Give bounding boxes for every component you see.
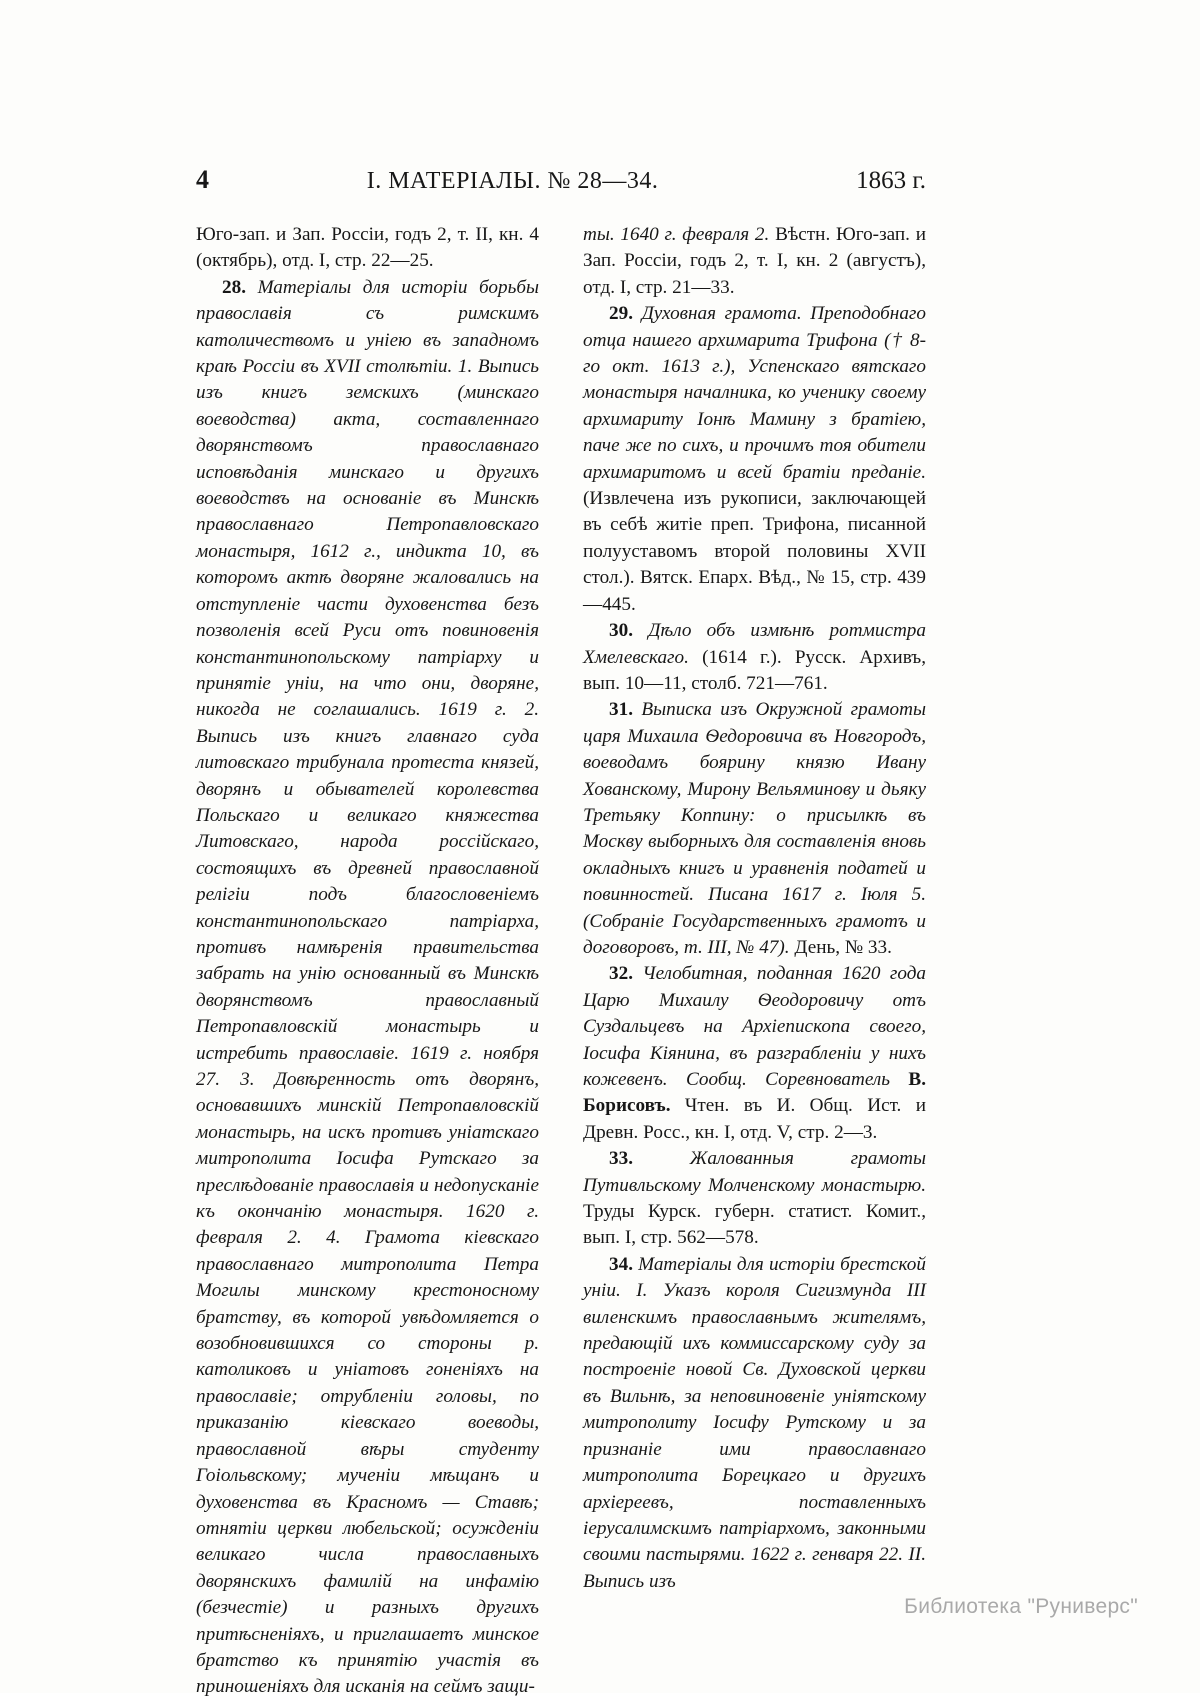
continuation-italic: ты. 1640 г. февраля 2. bbox=[583, 224, 770, 245]
entry-31-number: 31. bbox=[609, 699, 633, 721]
continuation-paragraph-right bbox=[583, 222, 926, 301]
entry-30-title: Дѣло объ измѣнѣ ротмистра Хмелевскаго. bbox=[583, 620, 926, 668]
entry-31-title: Выписка изъ Окружной грамоты царя Михаила Ѳедоровича въ Новгородъ, воеводамъ боярину князю Ивану Хованскому, Мирону Вельяминову и дьяку Третьяку Коппину: о присылкѣ въ Москву выборныхъ для составленія вновь окладныхъ книгъ и уравненія податей и повинностей. Писана 1617 г. Іюля 5. (Собраніе Государственныхъ грамотъ и договоровъ, т. III, № 47). bbox=[583, 699, 926, 958]
entry-29-source: (Извлечена изъ рукописи, заключающей въ себѣ житіе преп. Трифона, писанной полууставомъ второй половины XVII стол.). Вятск. Епарх. Вѣд., № 15, стр. 439—445. bbox=[583, 488, 926, 615]
year-label: 1863 г. bbox=[856, 167, 926, 194]
right-column bbox=[583, 222, 926, 1701]
library-watermark: Библиотека "Руниверс" bbox=[904, 1595, 1138, 1618]
entry-31 bbox=[583, 697, 926, 961]
entry-31-source: День, № 33. bbox=[789, 936, 892, 958]
entry-29-title: Духовная грамота. Преподобнаго отца нашего архимарита Трифона († 8-го окт. 1613 г.), Успенскаго вятскаго монастыря началника, ко ученику своему архимариту Іонѣ Мамину з братіею, паче же по сихъ, и прочимъ тоя обители архимаритомъ и всей братіи преданіе. bbox=[583, 303, 926, 483]
entry-30-number: 30. bbox=[609, 620, 633, 642]
entry-34-number: 34. bbox=[609, 1253, 633, 1275]
entry-30 bbox=[583, 618, 926, 697]
entry-33-source: Труды Курск. губерн. статист. Комит., вып. I, стр. 562—578. bbox=[583, 1201, 926, 1249]
entry-32 bbox=[583, 961, 926, 1146]
entry-32-number: 32. bbox=[609, 963, 633, 985]
entry-28 bbox=[196, 275, 539, 1701]
continuation-paragraph: Юго-зап. и Зап. Россіи, годъ 2, т. II, кн. 4 (октябрь), отд. I, стр. 22—25. bbox=[196, 224, 539, 272]
continuation-rest: Вѣстн. Юго-зап. и Зап. Россіи, годъ 2, т. I, кн. 2 (августъ), отд. I, стр. 21—33. bbox=[583, 224, 926, 298]
entry-28-text: Матеріалы для исторіи борьбы православія съ римскимъ католичествомъ и уніею въ западномъ краѣ Россіи въ XVII столѣтіи. 1. Выпись изъ книгъ земскихъ (минскаго воеводства) акта, составленнаго дворянствомъ православнаго исповѣданія минскаго и другихъ воеводствъ на основаніе въ Минскѣ православнаго Петропавловскаго монастыря, 1612 г., индикта 10, въ которомъ актѣ дворяне жаловались на отступленіе части духовенства безъ позволенія всей Руси отъ повиновенія константинопольскому патріарху и принятіе уніи, на что они, дворяне, никогда не соглашались. 1619 г. 2. Выпись изъ книгъ главнаго суда литовскаго трибунала протеста князей, дворянъ и обывателей королевства Польскаго и великаго княжества Литовскаго, народа россійскаго, состоящихъ въ древней православной релігіи подъ благословеніемъ константинопольскаго патріарха, противъ намѣренія правительства забрать на унію основанный въ Минскѣ дворянствомъ православный Петропавловскій монастырь и истребить православіе. 1619 г. ноября 27. 3. Довѣренность отъ дворянъ, основавшихъ минскій Петропавловскій монастырь, на искъ противъ уніатскаго митрополита Іосифа Рутскаго за преслѣдованіе православія и недопусканіе къ окончанію монастыря. 1620 г. февраля 2. 4. Грамота кіевскаго православнаго митрополита Петра Могилы минскому крестоносному братству, въ которой увѣдомляется о возобновившихся со стороны р. католиковъ и уніатовъ гоненіяхъ на православіе; отрубленіи головы, по приказанію кіевскаго воеводы, православной вѣры студенту Гоіольвскому; мученіи мѣщанъ и духовенства въ Красномъ — Ставѣ; отнятіи церкви любельской; осужденіи великаго числа православныхъ дворянскихъ фамилій на инфамію (безчестіе) и разныхъ другихъ притѣсненіяхъ, и приглашаетъ минское братство къ принятію участія въ приношеніяхъ для исканія на сеймъ защи- bbox=[196, 276, 539, 1698]
entry-34 bbox=[583, 1252, 926, 1595]
entry-29 bbox=[583, 301, 926, 618]
entry-32-title: Челобитная, поданная 1620 года Царю Михаилу Ѳеодоровичу отъ Суздальцевъ на Архіепископа своего, Іосифа Кіянина, въ разграбленіи у нихъ кожевенъ. Сообщ. Соревнователь bbox=[583, 963, 926, 1090]
entry-33 bbox=[583, 1146, 926, 1252]
page-header bbox=[196, 165, 926, 195]
left-column bbox=[196, 222, 539, 1701]
entry-28-number: 28. bbox=[222, 276, 246, 298]
entry-29-number: 29. bbox=[609, 303, 633, 325]
page-number: 4 bbox=[196, 165, 209, 194]
entry-33-number: 33. bbox=[609, 1148, 633, 1170]
entry-34-title: Матеріалы для исторіи брестской уніи. I. Указъ короля Сигизмунда III виленскимъ православнымъ жителямъ, предающій ихъ коммиссарскому суду за построеніе новой Св. Духовской церкви въ Вильнѣ, за неповиновеніе уніятскому митрополиту Іосифу Рутскому и за признаніе ими православнаго митрополита Борецкаго и другихъ архіереевъ, поставленныхъ іерусалимскимъ патріархомъ, законными своими пастырями. 1622 г. генваря 22. II. Выпись изъ bbox=[583, 1253, 926, 1592]
entry-33-title: Жалованныя грамоты Путивльскому Молченскому монастырю. bbox=[583, 1148, 926, 1196]
body-columns bbox=[196, 222, 926, 1701]
entry-30-source: (1614 г.). Русск. Архивъ, вып. 10—11, столб. 721—761. bbox=[583, 646, 926, 694]
entry-32-source: Чтен. въ И. Общ. Ист. и Древн. Росс., кн. I, отд. V, стр. 2—3. bbox=[583, 1095, 926, 1143]
entry-32-contributor: В. Борисовъ. bbox=[583, 1069, 926, 1117]
section-title: I. МАТЕРIАЛЫ. № 28—34. bbox=[366, 168, 659, 194]
